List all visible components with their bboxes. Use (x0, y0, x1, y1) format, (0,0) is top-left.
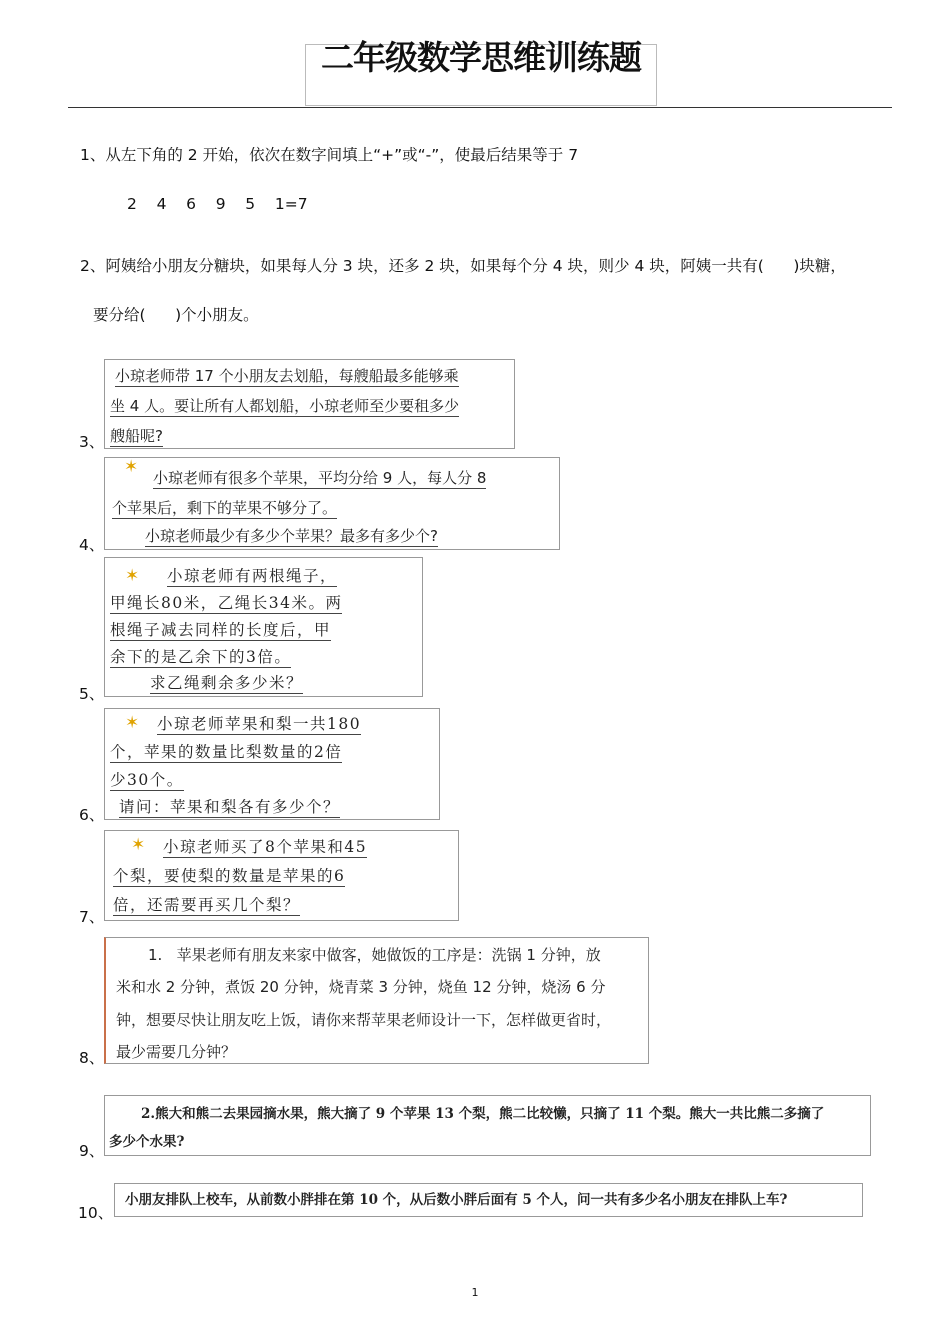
question-4-line: 小琼老师最少有多少个苹果？最多有多少个? (145, 527, 438, 545)
question-1: 1、从左下角的 2 开始，依次在数字间填上“+”或“-”，使最后结果等于 7 (80, 146, 579, 164)
question-3-number: 3、 (79, 433, 105, 451)
question-3-image (104, 359, 515, 449)
star-icon: ✶ (131, 835, 147, 855)
question-4-line: 小琼老师有很多个苹果，平均分给 9 人，每人分 8 (153, 469, 487, 487)
question-6-line: 小琼老师苹果和梨一共180 (157, 715, 362, 733)
question-1-equation: 2 4 6 9 5 1=7 (127, 195, 308, 213)
question-3-line: 小琼老师带 17 个小朋友去划船，每艘船最多能够乘 (115, 367, 459, 385)
question-8-line: 1. 苹果老师有朋友来家中做客，她做饭的工序是：洗锅 1 分钟，放 (148, 946, 601, 964)
question-4-image (104, 457, 560, 550)
question-9-image (104, 1095, 871, 1156)
question-6-image (104, 708, 440, 820)
question-5-line: 根绳子减去同样的长度后，甲 (110, 621, 332, 639)
question-3-line: 艘船呢? (110, 427, 163, 445)
question-7-line: 小琼老师买了8个苹果和45 (163, 838, 368, 856)
question-5-line: 求乙绳剩余多少米？ (150, 674, 304, 692)
page-number: 1 (471, 1286, 479, 1299)
question-7-number: 7、 (79, 908, 105, 926)
question-6-line: 请问：苹果和梨各有多少个？ (119, 798, 341, 816)
question-6-line: 个，苹果的数量比梨数量的2倍 (110, 743, 343, 761)
question-8-line: 最少需要几分钟？ (116, 1043, 237, 1061)
question-7-line: 倍，还需要再买几个梨？ (113, 896, 301, 914)
question-5-line: 甲绳长80米，乙绳长34米。两 (110, 594, 343, 612)
question-10-image (114, 1183, 863, 1217)
question-4-number: 4、 (79, 536, 105, 554)
question-6-line: 少30个。 (110, 771, 184, 789)
question-4-line: 个苹果后，剩下的苹果不够分了。 (112, 499, 338, 517)
question-5-number: 5、 (79, 685, 105, 703)
star-icon: ✶ (125, 566, 141, 586)
question-9-line: 多少个水果? (109, 1134, 185, 1150)
question-9-number: 9、 (79, 1142, 105, 1160)
question-6-number: 6、 (79, 806, 105, 824)
question-7-line: 个梨，要使梨的数量是苹果的6 (113, 867, 346, 885)
question-5-image (104, 557, 423, 697)
question-8-image (104, 937, 649, 1064)
page-title: 二年级数学思维训练题 (305, 44, 657, 106)
question-2-line-2: 要分给( )个小朋友。 (93, 306, 259, 324)
question-2-line-1: 2、阿姨给小朋友分糖块，如果每人分 3 块，还多 2 块，如果每个分 4 块，则少 4 块，阿姨一共有( )块糖， (80, 257, 846, 275)
question-8-line: 钟，想要尽快让朋友吃上饭，请你来帮苹果老师设计一下，怎样做更省时， (116, 1011, 612, 1029)
star-icon: ✶ (124, 457, 139, 477)
question-8-line: 米和水 2 分钟，煮饭 20 分钟，烧青菜 3 分钟，烧鱼 12 分钟，烧汤 6 分 (116, 978, 606, 996)
question-5-line: 小琼老师有两根绳子， (167, 567, 338, 585)
question-7-image (104, 830, 459, 921)
question-10-text: 小朋友排队上校车，从前数小胖排在第 10 个，从后数小胖后面有 5 个人，问一共有多少名小朋友在排队上车? (125, 1192, 788, 1208)
question-5-line: 余下的是乙余下的3倍。 (110, 648, 292, 666)
question-10-number: 10、 (78, 1204, 114, 1222)
question-8-number: 8、 (79, 1049, 105, 1067)
question-9-line: 2.熊大和熊二去果园摘水果，熊大摘了 9 个苹果 13 个梨，熊二比较懒，只摘了 11 个梨。熊大一共比熊二多摘了 (141, 1106, 825, 1122)
question-3-line: 坐 4 人。要让所有人都划船，小琼老师至少要租多少 (110, 397, 460, 415)
star-icon: ✶ (125, 713, 141, 733)
title-divider (68, 107, 892, 108)
